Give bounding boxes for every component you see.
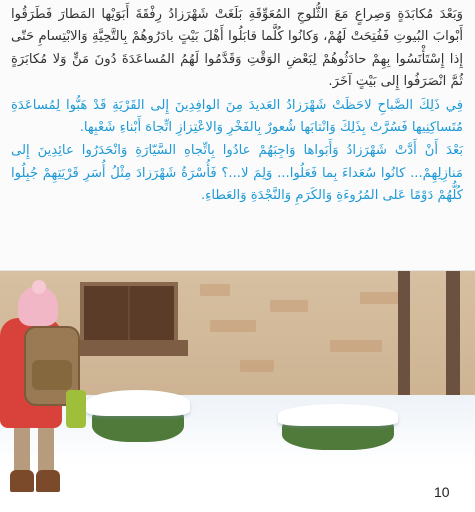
backpack-pocket (32, 360, 72, 390)
window-shutter-right (130, 286, 174, 340)
girl-leg (14, 428, 30, 476)
wall-brick (200, 284, 230, 296)
wall-brick (210, 320, 256, 332)
girl-boot (36, 470, 60, 492)
story-paragraph-2: فِي ذَلِكَ الصَّباحِ لاحَظَتْ شَهْرَزادُ العَديدَ مِنَ الوافِدِينَ إِلى القَرْيَةِ قَدْ هَبُّوا لِمُساعَدَةِ مُتَساكِنِيها فَسُرَّتْ بِذَلِكَ وَانْتابَها شُعورٌ بِالفَخْرِ وَالاعْتِزازِ اتِّجاهَ أَبْناءِ شَعْبِها. (11, 97, 463, 136)
snow-on-bush (278, 404, 398, 426)
girl-boot (10, 470, 34, 492)
green-bag (66, 390, 86, 428)
snow-on-bush (86, 390, 190, 416)
story-text (11, 4, 463, 209)
wall-brick (270, 300, 308, 312)
story-paragraph-1: وَبَعْدَ مُكابَدَةٍ وَصِراعٍ مَعَ الثُّلوجِ المُعَوِّقَةِ بَلَغَتْ شَهْرَزادُ رِفْقَةَ أَبَوَيْها المَطارَ فَطَرَقُوا أَبْوابَ البُيوتِ فَفُتِحَتْ لَهُمْ، وَكانُوا كُلَّما قابَلُوا أَهْلَ بَيْتٍ بادَرُوهُمْ بِالتَّحِيَّةِ وَالابْتِسامِ حَتّى إِذا إِسْتَأْنَسُوا بِهِمْ حادَثُوهُمْ لِبَعْضِ الوَقْتِ وَقَدَّمُوا لَهُمُ المُساعَدَةَ دُونَ مَنٍّ وَلا مُكابَرَةٍ ثُمَّ انْصَرَفُوا إِلى بَيْتٍ آخَرَ. (11, 7, 463, 90)
wall-brick (360, 292, 400, 304)
tree-trunk (398, 270, 410, 400)
story-paragraph-3: بَعْدَ أَنْ أَدَّتْ شَهْرَزادُ وَأَبَواها وَاجِبَهُمْ عادُوا بِاتِّجاهِ السَّيّارَةِ وَانْحَدَرُوا عائِدِينَ إِلى مَنازِلِهِمْ... كانُوا سُعَداءَ بِما فَعَلُوا... وَلِمَ لا...؟ فَأُسْرَةُ شَهْرَزادَ مِثْلُ أُسَرِ قَرْيَتِهِمْ جُبِلُوا كُلُّهُمْ دَوْمًا عَلى المُرُوءَةِ وَالكَرَمِ وَالنَّجْدَةِ وَالعَطاءِ. (11, 143, 463, 204)
window-shutter-left (84, 286, 128, 340)
wall-brick (330, 340, 382, 352)
tree-trunk (446, 270, 460, 410)
window-sill (72, 340, 188, 356)
page-number: 10 (434, 484, 450, 500)
hat-pompom (32, 280, 46, 294)
house-window (80, 282, 178, 344)
girl-leg (38, 428, 54, 476)
wall-brick (240, 360, 274, 372)
